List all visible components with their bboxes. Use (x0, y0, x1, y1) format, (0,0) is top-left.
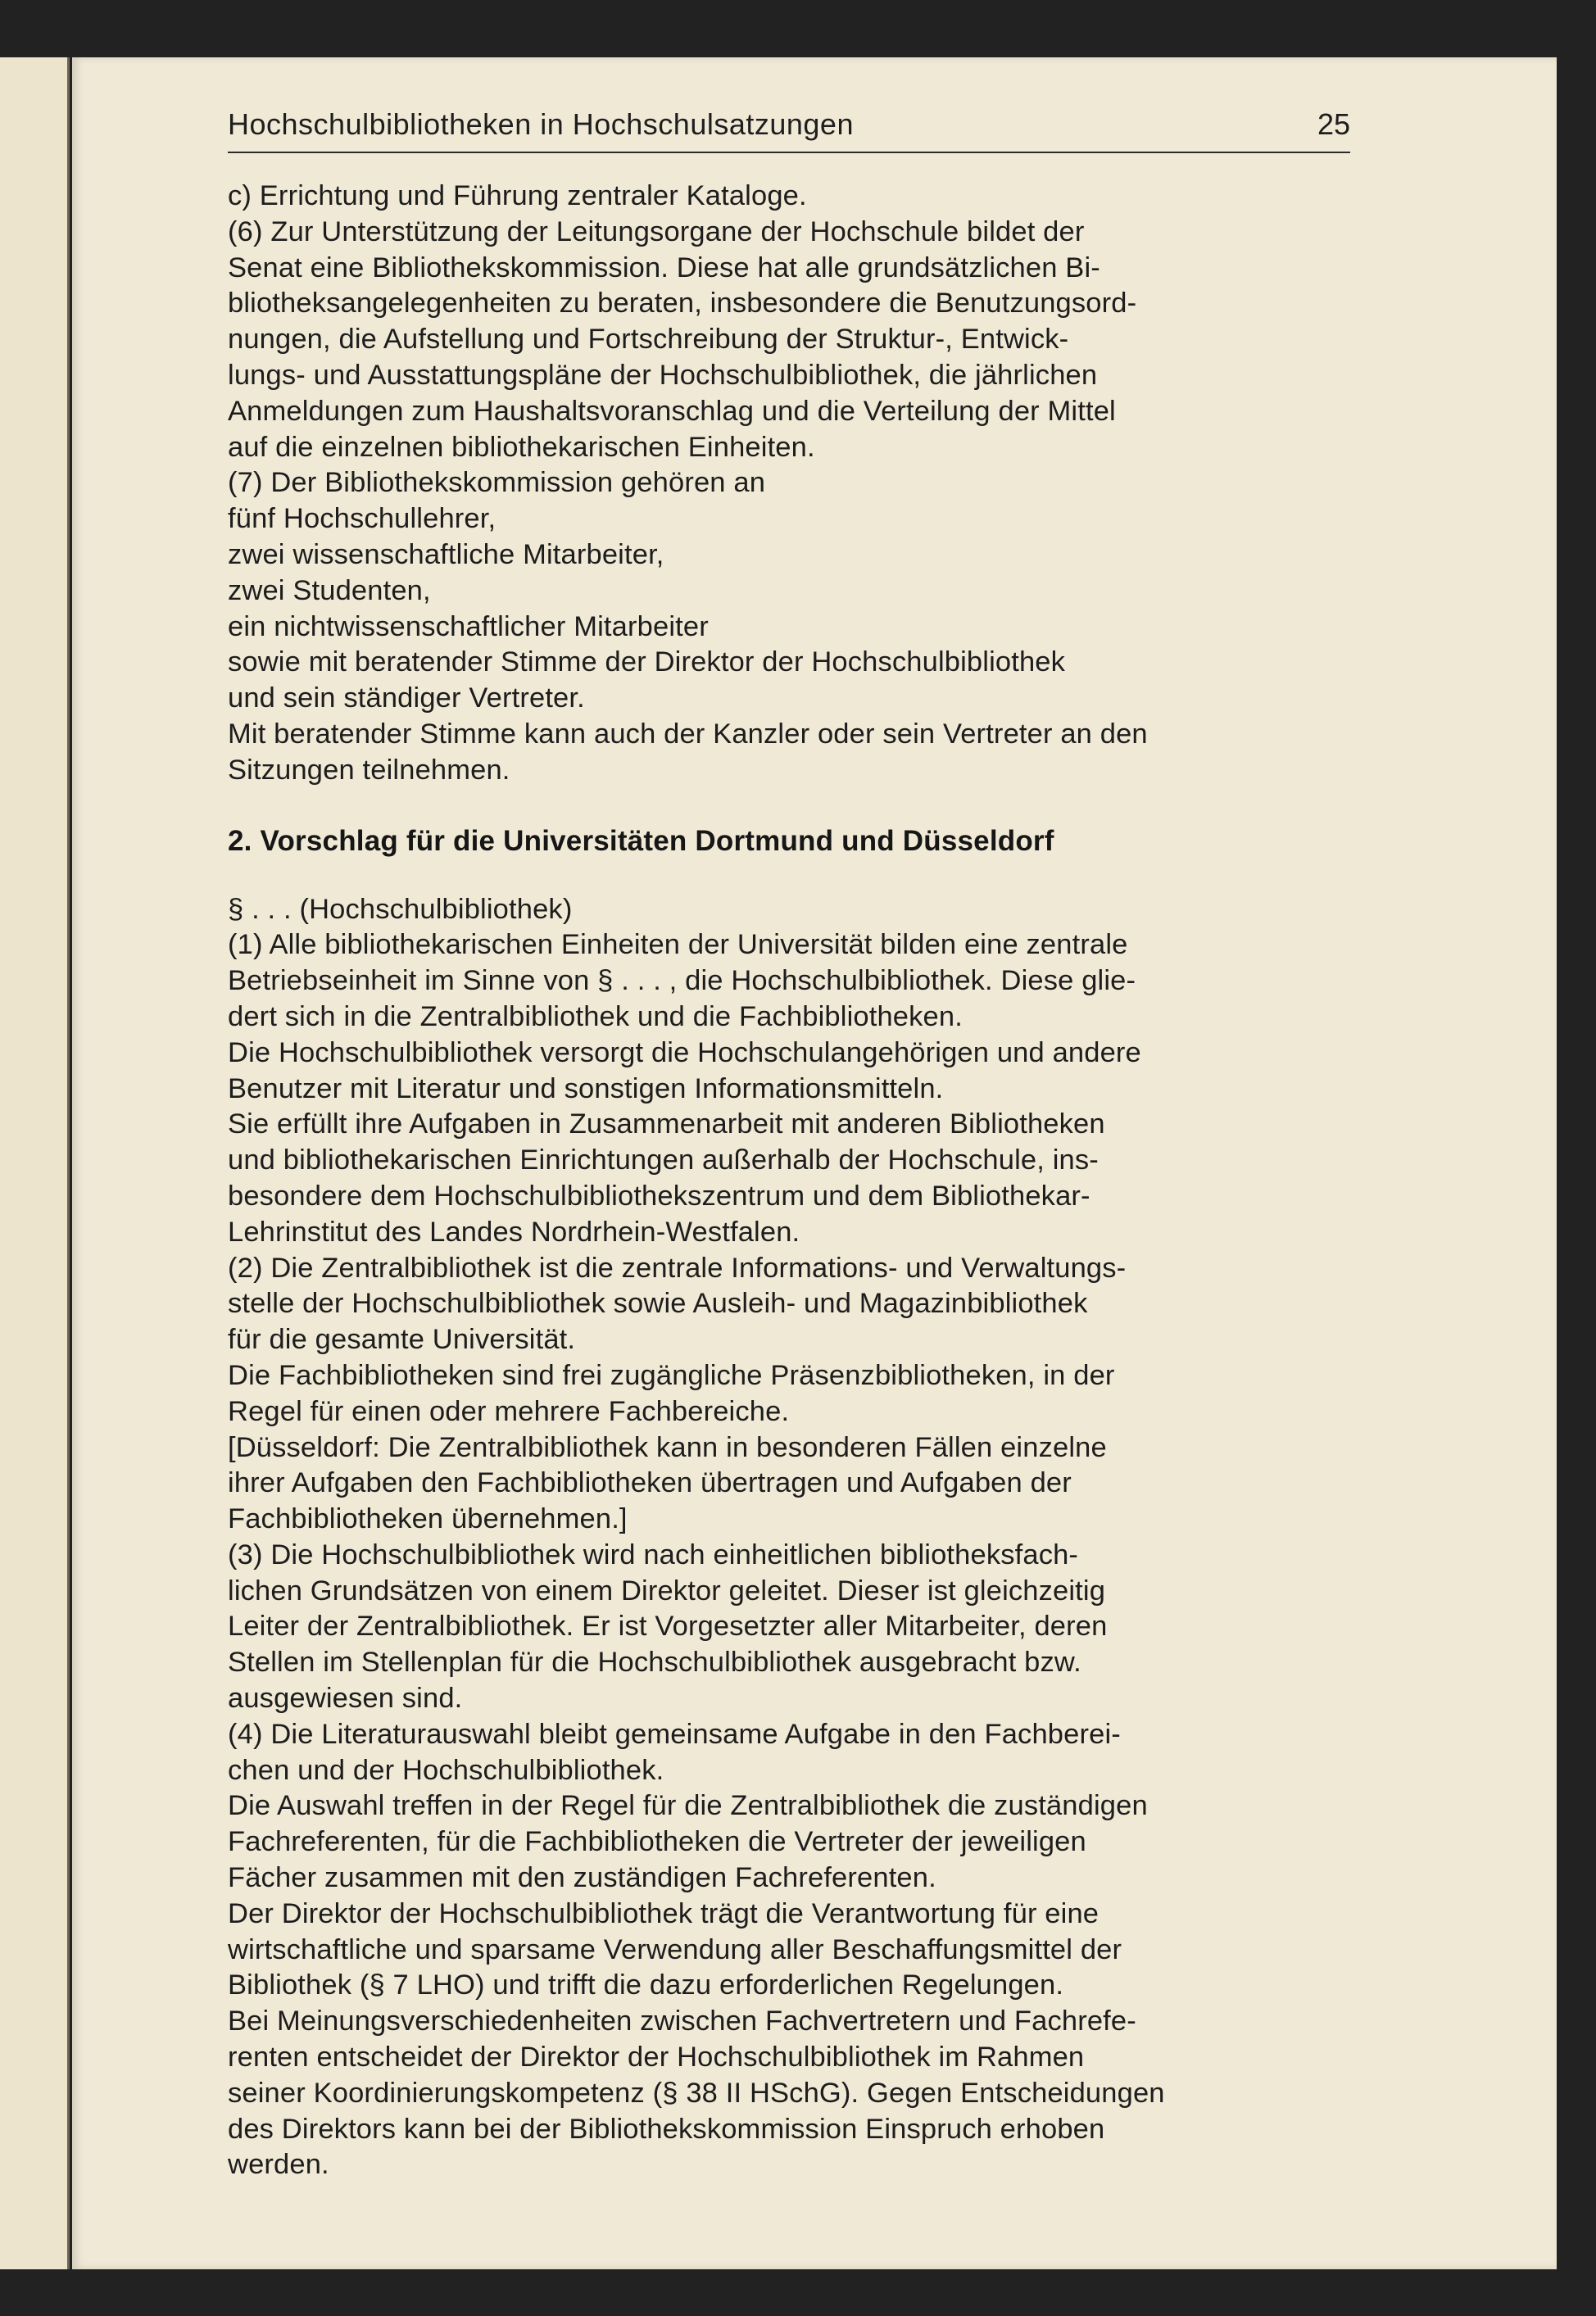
text-line: ausgewiesen sind. (228, 1683, 463, 1715)
text-line: Stellen im Stellenplan für die Hochschulbibliothek ausgebracht bzw. (228, 1647, 1081, 1679)
text-line: Die Auswahl treffen in der Regel für die Zentralbibliothek die zuständigen (228, 1790, 1148, 1822)
text-line: seiner Koordinierungskompetenz (§ 38 II HSchG). Gegen Entscheidungen (228, 2077, 1165, 2109)
text-line: Senat eine Bibliothekskommission. Diese hat alle grundsätzlichen Bi- (228, 252, 1100, 283)
text-line: Bei Meinungsverschiedenheiten zwischen Fachvertretern und Fachrefe- (228, 2006, 1136, 2037)
text-line: renten entscheidet der Direktor der Hochschulbibliothek im Rahmen (228, 2042, 1085, 2074)
text-line: Lehrinstitut des Landes Nordrhein-Westfalen. (228, 1216, 800, 1248)
text-line: Mit beratender Stimme kann auch der Kanzler oder sein Vertreter an den (228, 718, 1148, 750)
text-line: Die Fachbibliotheken sind frei zugängliche Präsenzbibliotheken, in der (228, 1359, 1115, 1391)
book-page (72, 57, 1557, 2269)
text-line: (7) Der Bibliothekskommission gehören an (228, 467, 766, 499)
text-line: Regel für einen oder mehrere Fachbereiche. (228, 1395, 790, 1427)
section-1-text (228, 179, 1367, 789)
text-line: zwei wissenschaftliche Mitarbeiter, (228, 538, 664, 570)
page-header (228, 102, 1350, 153)
text-line: und bibliothekarischen Einrichtungen außerhalb der Hochschule, ins- (228, 1144, 1099, 1176)
section-2-heading: 2. Vorschlag für die Universitäten Dortmund und Düsseldorf (228, 824, 1054, 857)
text-line: Sitzungen teilnehmen. (228, 754, 510, 786)
text-line: Leiter der Zentralbibliothek. Er ist Vorgesetzter aller Mitarbeiter, deren (228, 1611, 1108, 1643)
text-line: (6) Zur Unterstützung der Leitungsorgane der Hochschule bildet der (228, 215, 1085, 247)
text-line: bliotheksangelegenheiten zu beraten, insbesondere die Benutzungsord- (228, 288, 1137, 320)
text-line: Die Hochschulbibliothek versorgt die Hochschulangehörigen und andere (228, 1036, 1141, 1068)
text-line: lichen Grundsätzen von einem Direktor geleitet. Dieser ist gleichzeitig (228, 1575, 1106, 1607)
text-line: stelle der Hochschulbibliothek sowie Ausleih- und Magazinbibliothek (228, 1288, 1088, 1320)
text-line: ihrer Aufgaben den Fachbibliotheken übertragen und Aufgaben der (228, 1467, 1072, 1499)
page-number: 25 (1317, 107, 1350, 141)
running-title: Hochschulbibliotheken in Hochschulsatzungen (228, 107, 854, 141)
text-line: [Düsseldorf: Die Zentralbibliothek kann in besonderen Fällen einzelne (228, 1431, 1107, 1463)
text-line: lungs- und Ausstattungspläne der Hochschulbibliothek, die jährlichen (228, 359, 1098, 391)
text-line: werden. (228, 2149, 329, 2181)
text-line: Bibliothek (§ 7 LHO) und trifft die dazu erforderlichen Regelungen. (228, 1969, 1064, 2001)
text-line: ein nichtwissenschaftlicher Mitarbeiter (228, 610, 709, 642)
text-line: Sie erfüllt ihre Aufgaben in Zusammenarbeit mit anderen Bibliotheken (228, 1108, 1105, 1140)
text-line: (2) Die Zentralbibliothek ist die zentrale Informations- und Verwaltungs- (228, 1252, 1127, 1284)
text-line: dert sich in die Zentralbibliothek und die Fachbibliotheken. (228, 1000, 963, 1032)
text-line: (3) Die Hochschulbibliothek wird nach einheitlichen bibliotheksfach- (228, 1539, 1079, 1570)
text-line: Benutzer mit Literatur und sonstigen Informationsmitteln. (228, 1072, 944, 1104)
text-line: chen und der Hochschulbibliothek. (228, 1754, 664, 1786)
text-line: c) Errichtung und Führung zentraler Kataloge. (228, 180, 807, 211)
facing-page-edge (0, 57, 70, 2269)
text-line: besondere dem Hochschulbibliothekszentrum und dem Bibliothekar- (228, 1180, 1090, 1212)
body-text (228, 179, 1367, 2183)
section-2-text (228, 892, 1367, 2184)
text-line: fünf Hochschullehrer, (228, 503, 496, 535)
text-line: Der Direktor der Hochschulbibliothek trägt die Verantwortung für eine (228, 1897, 1100, 1929)
text-line: (1) Alle bibliothekarischen Einheiten der Universität bilden eine zentrale (228, 929, 1128, 961)
text-line: Betriebseinheit im Sinne von § . . . , die Hochschulbibliothek. Diese glie- (228, 965, 1136, 997)
text-line: und sein ständiger Vertreter. (228, 682, 585, 714)
text-line: wirtschaftliche und sparsame Verwendung aller Beschaffungsmittel der (228, 1933, 1122, 1965)
text-line: für die gesamte Universität. (228, 1324, 576, 1356)
text-line: Anmeldungen zum Haushaltsvoranschlag und die Verteilung der Mittel (228, 395, 1116, 427)
text-line: nungen, die Aufstellung und Fortschreibung der Struktur-, Entwick- (228, 324, 1069, 356)
text-line: sowie mit beratender Stimme der Direktor der Hochschulbibliothek (228, 646, 1066, 678)
text-line: Fachbibliotheken übernehmen.] (228, 1503, 628, 1535)
text-line: § . . . (Hochschulbibliothek) (228, 893, 573, 925)
text-line: zwei Studenten, (228, 574, 431, 606)
text-line: Fachreferenten, für die Fachbibliotheken die Vertreter der jeweiligen (228, 1826, 1086, 1858)
text-line: (4) Die Literaturauswahl bleibt gemeinsame Aufgabe in den Fachberei- (228, 1718, 1121, 1750)
text-line: Fächer zusammen mit den zuständigen Fachreferenten. (228, 1862, 936, 1894)
text-line: auf die einzelnen bibliothekarischen Einheiten. (228, 431, 815, 463)
text-line: des Direktors kann bei der Bibliothekskommission Einspruch erhoben (228, 2113, 1105, 2145)
